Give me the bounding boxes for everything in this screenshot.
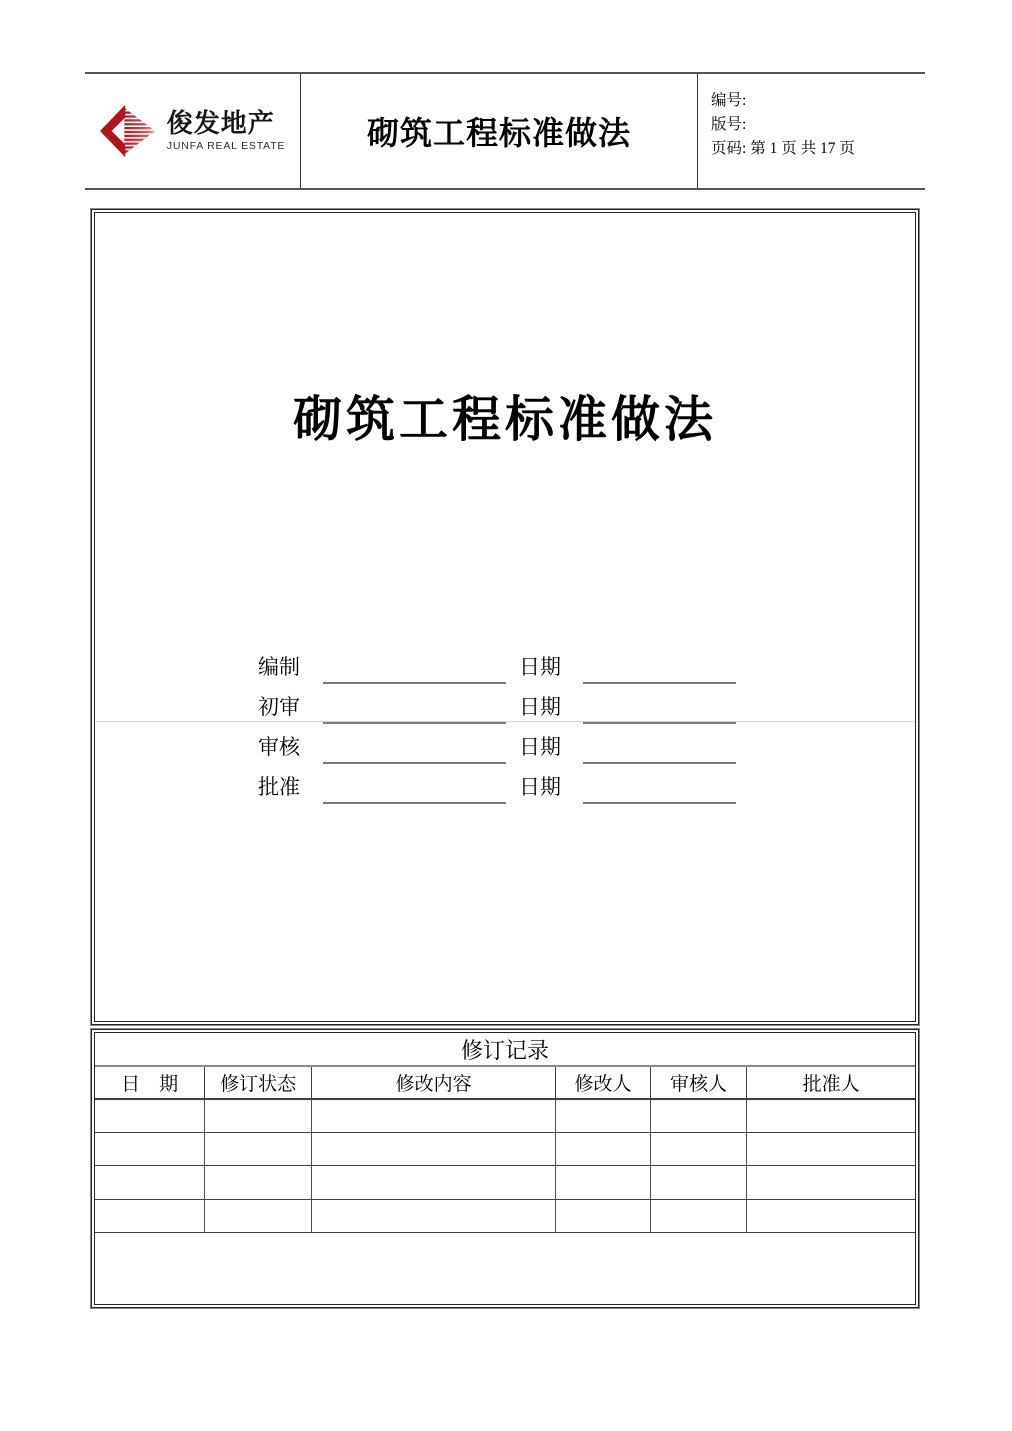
company-name-en: JUNFA REAL ESTATE (166, 139, 286, 152)
junfa-logo-icon (100, 104, 160, 158)
document-title: 砌筑工程标准做法 (366, 115, 631, 151)
doc-number-label: 编号: (711, 92, 747, 109)
cover-title: 砌筑工程标准做法 (292, 392, 717, 447)
compiler-label: 编制 (258, 656, 300, 679)
review-date-label: 日期 (519, 736, 561, 759)
approval-form (258, 644, 736, 804)
doc-page-value: 第 1 页 共 17 页 (750, 140, 855, 158)
approval-date-label: 日期 (519, 776, 561, 799)
cover-box-inner (95, 213, 915, 1021)
form-row-approval (258, 764, 736, 804)
review-label: 审核 (258, 736, 300, 759)
compiler-date-label: 日期 (519, 656, 561, 679)
col-header-modifier: 修改人 (556, 1066, 650, 1099)
approval-fill-line[interactable] (323, 774, 506, 804)
compiler-fill-line[interactable] (323, 654, 506, 684)
initial-review-date-fill-line[interactable] (583, 694, 736, 724)
form-row-review (258, 724, 736, 764)
header-title-cell (300, 74, 698, 188)
compiler-date-fill-line[interactable] (583, 654, 736, 684)
initial-review-date-label: 日期 (519, 696, 561, 719)
col-header-reviewer: 审核人 (650, 1066, 747, 1099)
col-header-date: 日 期 (95, 1066, 205, 1099)
revision-record-table (95, 1033, 915, 1304)
revision-title-row (95, 1033, 915, 1066)
table-row (95, 1133, 915, 1166)
form-row-compiler (258, 644, 736, 684)
col-header-approver: 批准人 (747, 1066, 915, 1099)
table-row (95, 1166, 915, 1199)
company-name: 俊发地产 (166, 109, 275, 139)
col-header-revision-status: 修订状态 (205, 1066, 312, 1099)
review-date-fill-line[interactable] (583, 734, 736, 764)
doc-page-line (711, 137, 925, 161)
cover-box (90, 208, 920, 1026)
company-logo (100, 104, 285, 158)
revision-header-row (95, 1066, 915, 1099)
review-fill-line[interactable] (323, 734, 506, 764)
logo-cell (85, 74, 300, 188)
table-row (95, 1199, 915, 1232)
revision-title: 修订记录 (95, 1033, 915, 1066)
approval-label: 批准 (258, 776, 300, 799)
document-info (698, 74, 925, 188)
revision-record-box (90, 1028, 920, 1309)
logo-text (167, 110, 285, 151)
form-row-initial-review (258, 684, 736, 724)
approval-date-fill-line[interactable] (583, 774, 736, 804)
col-header-modified-content: 修改内容 (311, 1066, 555, 1099)
doc-version-label: 版号: (711, 116, 747, 134)
revision-record-inner (95, 1033, 915, 1304)
document-header (85, 72, 925, 190)
table-row (95, 1099, 915, 1132)
initial-review-label: 初审 (258, 696, 300, 719)
table-footer-row (95, 1232, 915, 1304)
doc-page-label: 页码: (711, 140, 747, 158)
initial-review-fill-line[interactable] (323, 694, 506, 724)
